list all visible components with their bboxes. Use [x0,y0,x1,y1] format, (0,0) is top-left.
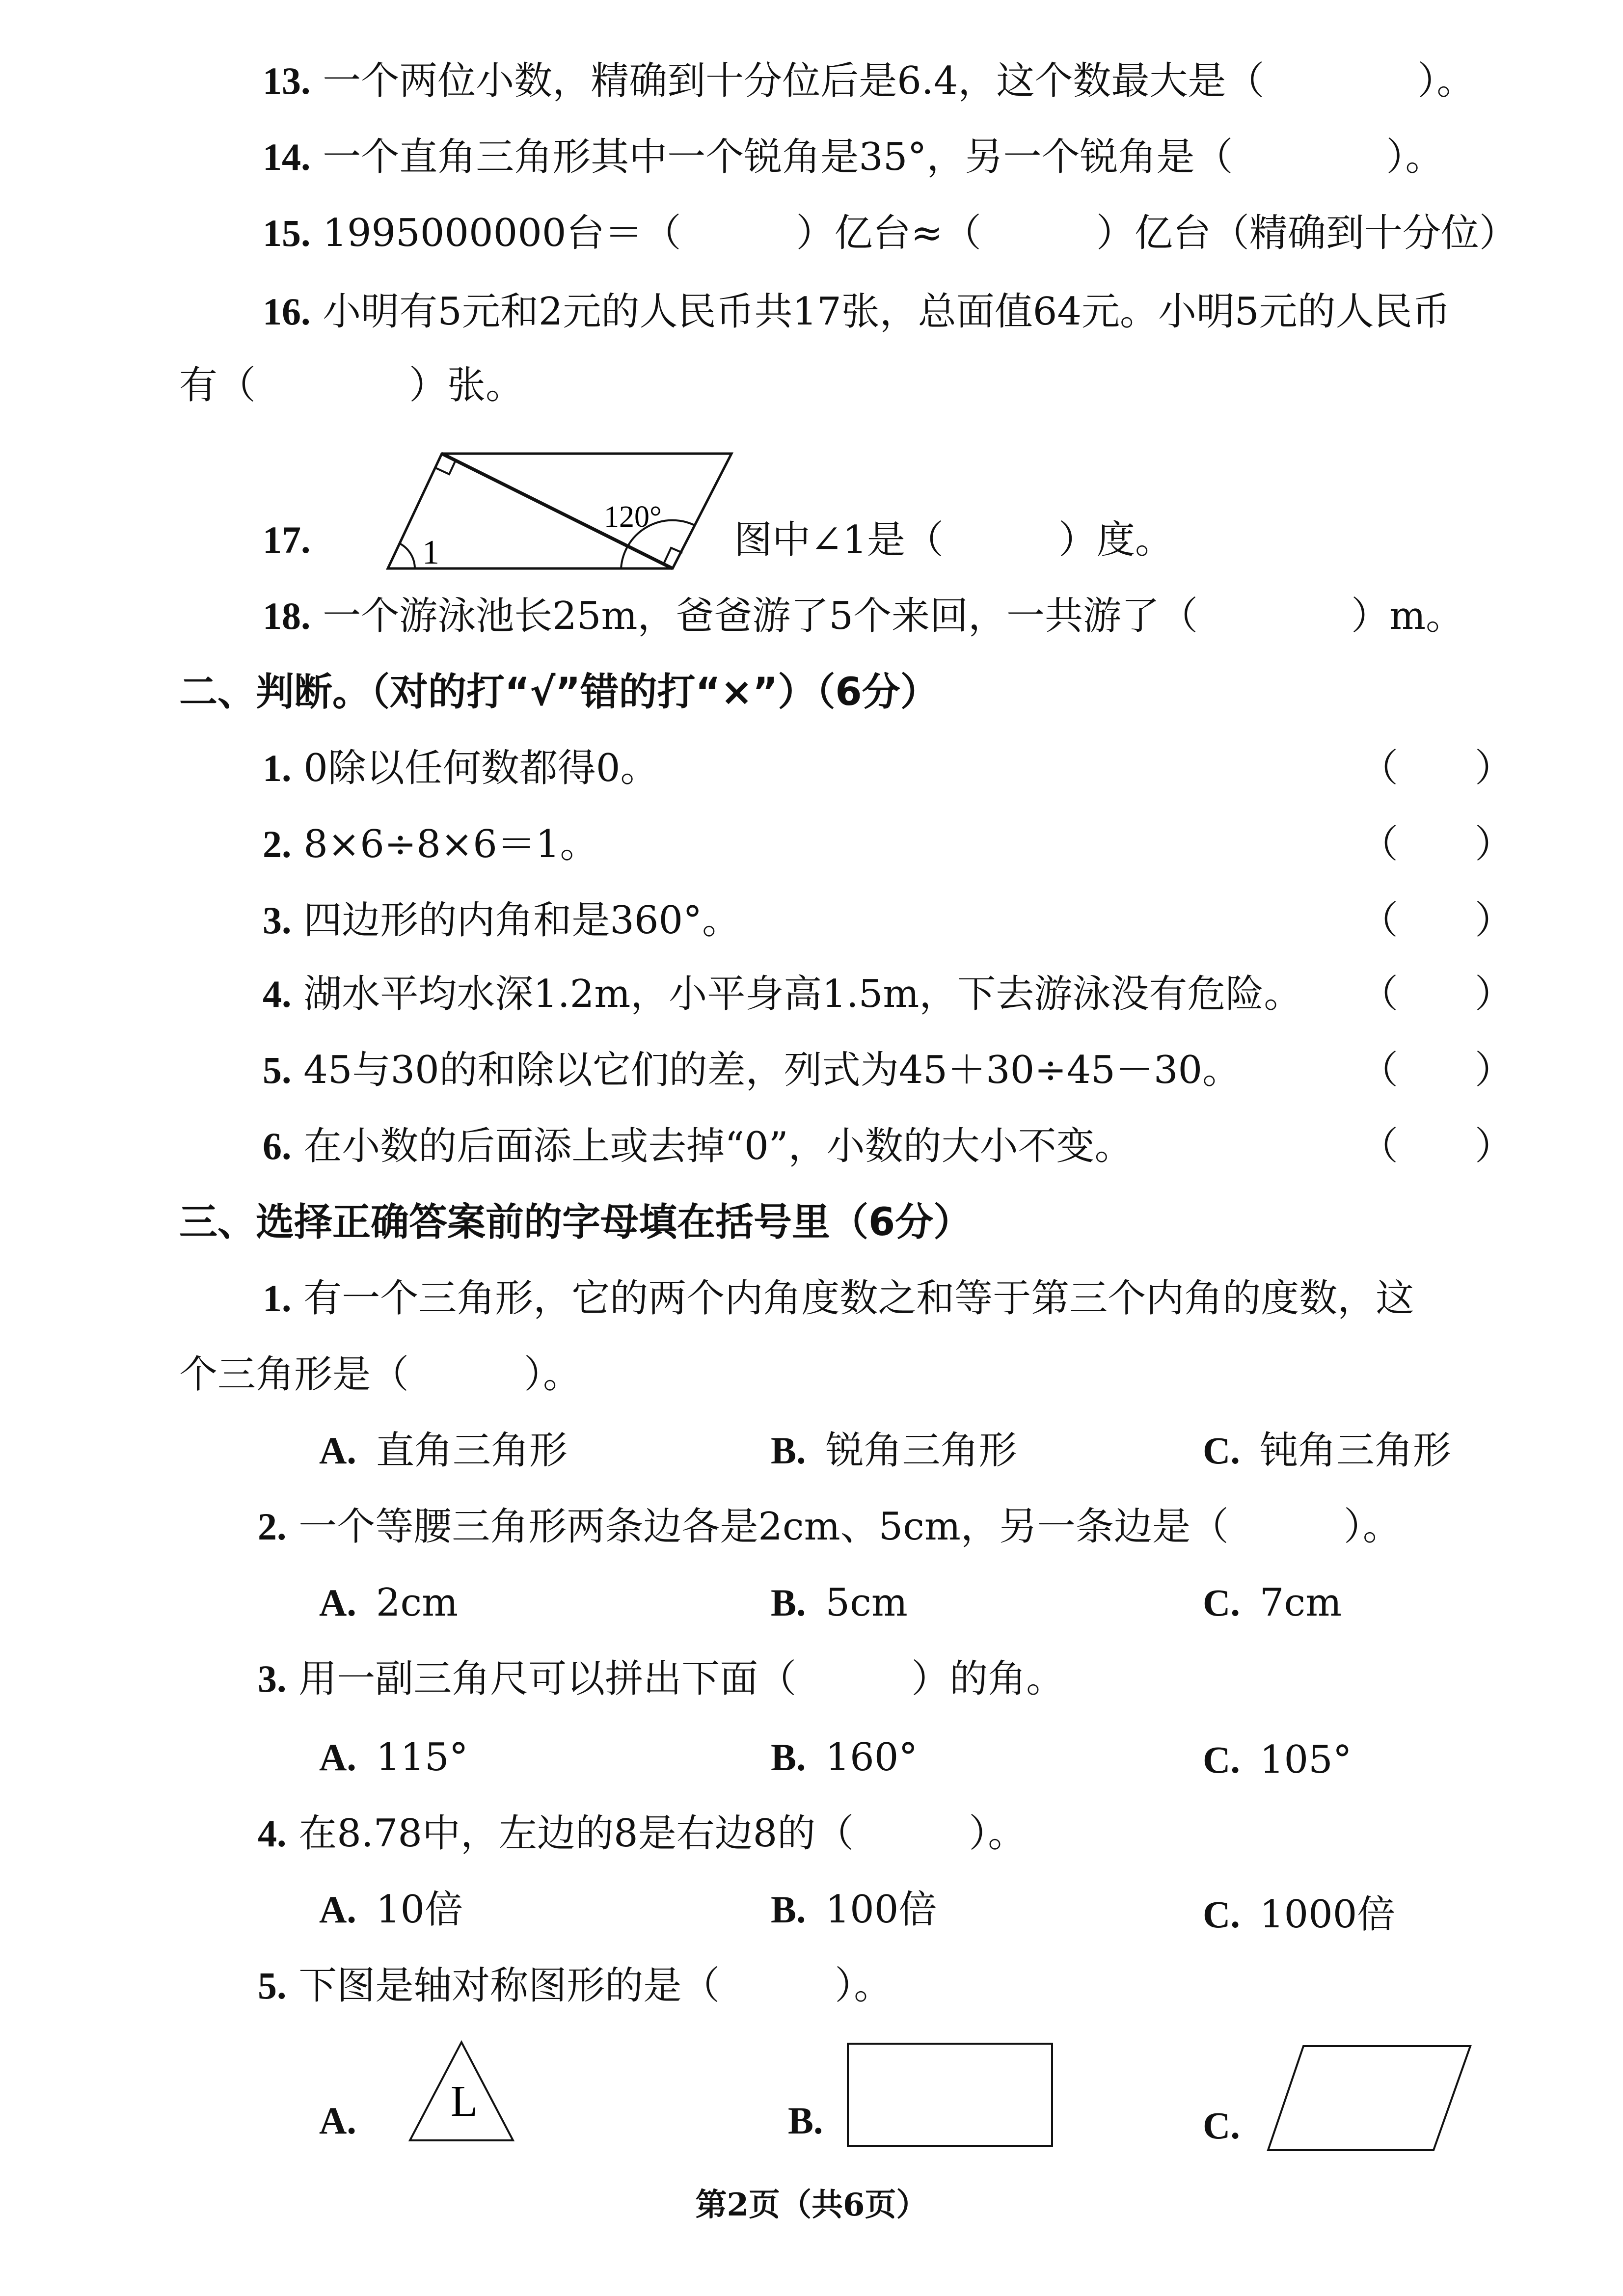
question-text: 一个直角三角形其中一个锐角是35°，另一个锐角是（ ）。 [323,135,1444,179]
section3-title: 三、选择正确答案前的字母填在括号里（6分） [179,1200,972,1244]
judge-item-6: 6. 在小数的后面添上或去掉“0”，小数的大小不变。 [263,1124,1133,1168]
option-b[interactable]: B. 5cm [771,1581,908,1625]
choice-question-1-line2: 个三角形是（ ）。 [179,1352,582,1397]
question-number: 18. [263,594,311,637]
judge-item-2: 2. 8×6÷8×6＝1。 [263,822,598,866]
angle1-label: 1 [422,534,439,571]
option-b[interactable]: B. 100倍 [771,1888,937,1932]
question-13 [263,56,1623,106]
judge-item-3: 3. 四边形的内角和是360°。 [263,898,741,943]
option-c[interactable]: C. 105° [1203,1738,1352,1782]
answer-box-2[interactable]: （ ） [1360,822,1514,866]
option-a[interactable]: A. 2cm [319,1581,459,1625]
question-text: 一个两位小数，精确到十分位后是6.4，这个数最大是（ ）。 [323,59,1475,103]
option-a[interactable]: A. 10倍 [319,1888,463,1932]
choice-question-5: 5. 下图是轴对称图形的是（ ）。 [258,1964,893,2008]
rectangle-shape-icon[interactable] [847,2042,1053,2148]
option-a[interactable]: A. [319,2099,356,2142]
triangle-shape-icon[interactable] [407,2040,515,2143]
parallelogram-shape-icon[interactable] [1267,2045,1473,2153]
question-17-text: 图中∠1是（ ）度。 [734,518,1173,562]
answer-box-1[interactable]: （ ） [1360,746,1514,790]
option-c[interactable]: C. [1203,2104,1240,2147]
question-16 [263,287,1623,336]
option-a[interactable]: A. 直角三角形 [319,1429,568,1473]
question-17-number: 17. [263,518,311,561]
option-a[interactable]: A. 115° [319,1735,468,1780]
triangle-inner-label: L [451,2077,478,2126]
question-16-line2: 有（ ）张。 [179,363,524,407]
question-18 [263,592,1623,641]
question-number: 15. [263,212,311,254]
choice-question-3: 3. 用一副三角尺可以拼出下面（ ）的角。 [258,1657,1065,1701]
choice-question-2: 2. 一个等腰三角形两条边各是2cm、5cm，另一条边是（ ）。 [258,1505,1401,1549]
answer-box-5[interactable]: （ ） [1360,1048,1514,1092]
angle-120-label: 120° [604,500,662,534]
option-c[interactable]: C. 钝角三角形 [1203,1429,1451,1473]
choice-question-4: 4. 在8.78中，左边的8是右边8的（ ）。 [258,1811,1027,1856]
option-b[interactable]: B. 锐角三角形 [771,1429,1017,1473]
section2-title: 二、判断。（对的打“√”错的打“×”）（6分） [179,670,939,714]
option-b[interactable]: B. 160° [771,1735,918,1780]
answer-box-6[interactable]: （ ） [1360,1124,1514,1168]
question-text: 1995000000台＝（ ）亿台≈（ ）亿台（精确到十分位） [323,211,1517,255]
option-b[interactable]: B. [788,2099,823,2142]
question-15 [263,209,1623,258]
answer-box-4[interactable]: （ ） [1360,972,1514,1016]
question-number: 16. [263,290,311,333]
judge-item-1: 1. 0除以任何数都得0。 [263,746,659,790]
answer-box-3[interactable]: （ ） [1360,898,1514,943]
judge-item-5: 5. 45与30的和除以它们的差，列式为45＋30÷45－30。 [263,1048,1241,1092]
judge-item-4: 4. 湖水平均水深1.2m，小平身高1.5m，下去游泳没有危险。 [263,972,1302,1016]
question-number: 13. [263,59,311,102]
question-14 [263,133,1623,182]
choice-question-1: 1. 有一个三角形，它的两个内角度数之和等于第三个内角的度数，这 [263,1276,1414,1321]
question-text-line1: 小明有5元和2元的人民币共17张，总面值64元。小明5元的人民币 [323,290,1451,334]
question-number: 14. [263,135,311,178]
option-c[interactable]: C. 1000倍 [1203,1892,1396,1937]
question-text: 一个游泳池长25m，爸爸游了5个来回，一共游了（ ）m。 [323,594,1464,638]
parallelogram-figure [388,451,741,573]
page-number: 第2页（共6页） [695,2187,928,2223]
option-c[interactable]: C. 7cm [1203,1581,1342,1625]
